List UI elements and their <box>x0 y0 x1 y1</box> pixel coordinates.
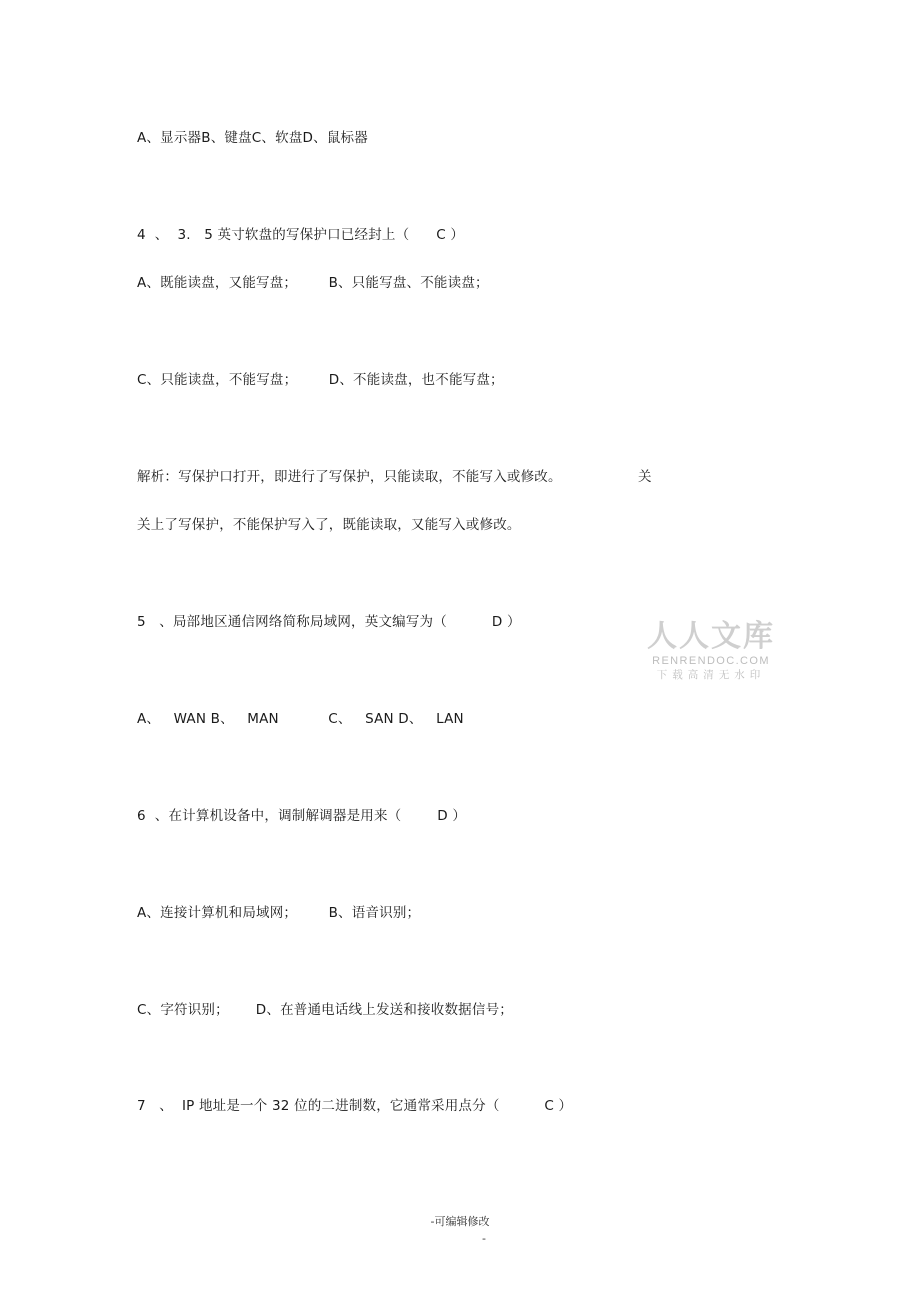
text-line-options-q4-ab: A、既能读盘，又能写盘； B、只能写盘、不能读盘； <box>137 275 489 291</box>
text-line-options-q6-cd: C、字符识别； D、在普通电话线上发送和接收数据信号； <box>137 1002 513 1018</box>
text-line-options-q5: A、 WAN B、 MAN C、 SAN D、 LAN <box>137 711 464 727</box>
text-line-question-5: 5 、局部地区通信网络简称局域网，英文编写为（ D ） <box>137 614 521 630</box>
text-line-question-4: 4 、 3. 5 英寸软盘的写保护口已经封上（ C ） <box>137 227 465 243</box>
text-line-question-6: 6 、在计算机设备中，调制解调器是用来（ D ） <box>137 808 467 824</box>
text-line-options-q6-ab: A、连接计算机和局域网； B、语音识别； <box>137 905 421 921</box>
watermark-logo <box>646 620 776 682</box>
footer-editable-note: -可编辑修改 <box>430 1215 490 1228</box>
watermark-english: RENRENDOC.COM <box>652 655 770 667</box>
watermark-subtitle: 下载高清无水印 <box>656 669 766 681</box>
watermark-chinese: 人人文库 <box>647 619 775 654</box>
text-line-question-7: 7 、 IP 地址是一个 32 位的二进制数，它通常采用点分（ C ） <box>137 1098 573 1114</box>
footer-dash: - <box>482 1232 486 1245</box>
text-line-options-q3: A、显示器B、键盘C、软盘D、鼠标器 <box>137 130 368 146</box>
text-line-explanation-2: 关上了写保护，不能保护写入了，既能读取，又能写入或修改。 <box>137 517 521 533</box>
text-line-explanation-1: 解析：写保护口打开，即进行了写保护，只能读取，不能写入或修改。 关 <box>137 469 652 485</box>
text-line-options-q4-cd: C、只能读盘，不能写盘； D、不能读盘，也不能写盘； <box>137 372 504 388</box>
